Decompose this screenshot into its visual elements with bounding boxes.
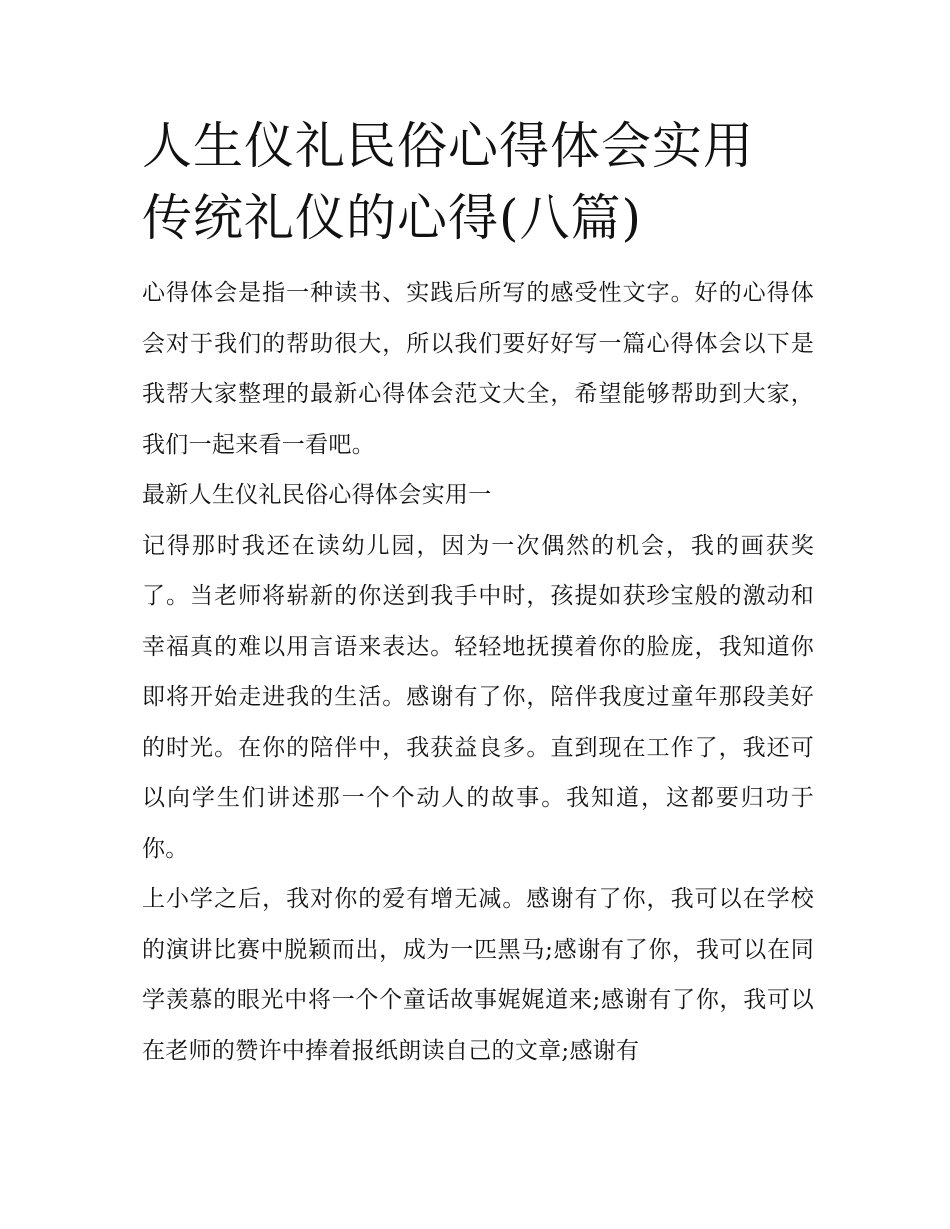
document-title: 人生仪礼民俗心得体会实用 传统礼仪的心得(八篇) <box>142 117 754 247</box>
body-paragraph: 记得那时我还在读幼儿园，因为一次偶然的机会，我的画获奖了。当老师将崭新的你送到我手中时，孩提如获珍宝般的激动和幸福真的难以用言语来表达。轻轻地抚摸着你的脸庞，我知道你即将开始走进我的生活。感谢有了你，陪伴我度过童年那段美好的时光。在你的陪伴中，我获益良多。直到现在工作了，我还可以向学生们讲述那一个个动人的故事。我知道，这都要归功于你。 <box>142 532 814 862</box>
section-heading: 最新人生仪礼民俗心得体会实用一 <box>142 482 492 508</box>
body-paragraph: 上小学之后，我对你的爱有增无减。感谢有了你，我可以在学校的演讲比赛中脱颖而出，成为一匹黑马;感谢有了你，我可以在同学羡慕的眼光中将一个个童话故事娓娓道来;感谢有了你，我可以在老师的赞许中捧着报纸朗读自己的文章;感谢有 <box>142 886 814 1064</box>
intro-paragraph: 心得体会是指一种读书、实践后所写的感受性文字。好的心得体会对于我们的帮助很大，所以我们要好好写一篇心得体会以下是我帮大家整理的最新心得体会范文大全，希望能够帮助到大家，我们一起来看一看吧。 <box>142 280 814 458</box>
document-page <box>142 110 814 1076</box>
